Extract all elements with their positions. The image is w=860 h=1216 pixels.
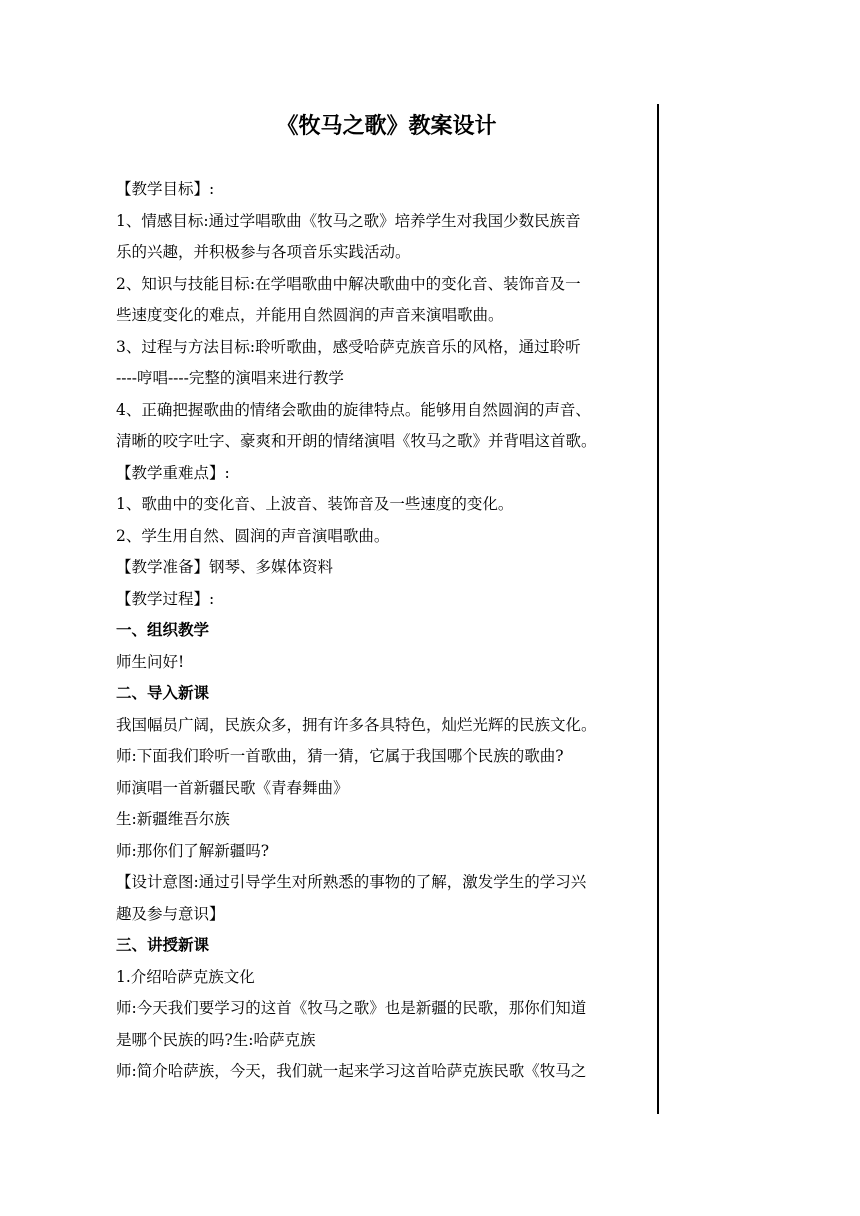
text-line: ----哼唱----完整的演唱来进行教学 xyxy=(116,369,344,387)
text-line: 【教学过程】: xyxy=(116,589,215,608)
text-line: 乐的兴趣，并积极参与各项音乐实践活动。 xyxy=(116,243,411,261)
text-line: 【教学重难点】: xyxy=(116,463,230,482)
text-line: 我国幅员广阔，民族众多，拥有许多各具特色，灿烂光辉的民族文化。 xyxy=(116,715,597,734)
text-line: 1.介绍哈萨克族文化 xyxy=(116,967,255,986)
text-line: 师演唱一首新疆民歌《青春舞曲》 xyxy=(116,778,349,797)
text-line: 师:下面我们聆听一首歌曲，猜一猜，它属于我国哪个民族的歌曲? xyxy=(116,747,564,765)
text-line: 2、学生用自然、圆润的声音演唱歌曲。 xyxy=(116,526,390,545)
text-line: 师:今天我们要学习的这首《牧马之歌》也是新疆的民歌，那你们知道 xyxy=(116,999,587,1017)
text-line: 【设计意图:通过引导学生对所熟悉的事物的了解，激发学生的学习兴 xyxy=(116,873,587,891)
text-line: 3、过程与方法目标:聆听歌曲，感受哈萨克族音乐的风格，通过聆听 xyxy=(116,337,581,356)
page-border-line xyxy=(657,104,659,1114)
document-title: 《牧马之歌》教案设计 xyxy=(276,114,497,139)
text-line: 清晰的咬字吐字、豪爽和开朗的情绪演唱《牧马之歌》并背唱这首歌。 xyxy=(116,432,597,450)
section-heading: 一、组织教学 xyxy=(116,621,210,639)
text-line: 些速度变化的难点，并能用自然圆润的声音来演唱歌曲。 xyxy=(116,306,504,324)
section-heading: 二、导入新课 xyxy=(116,684,210,702)
text-line: 【教学准备】钢琴、多媒体资料 xyxy=(116,558,334,576)
text-line: 4、正确把握歌曲的情绪会歌曲的旋律特点。能够用自然圆润的声音、 xyxy=(116,400,591,419)
text-line: 1、歌曲中的变化音、上波音、装饰音及一些速度的变化。 xyxy=(116,495,514,513)
section-heading: 三、讲授新课 xyxy=(116,936,210,954)
text-line: 师生问好! xyxy=(116,652,185,671)
text-line: 1、情感目标:通过学唱歌曲《牧马之歌》培养学生对我国少数民族音 xyxy=(116,211,581,230)
text-line: 生:新疆维吾尔族 xyxy=(116,810,230,828)
text-line: 【教学目标】: xyxy=(116,180,215,198)
text-line: 是哪个民族的吗?生:哈萨克族 xyxy=(116,1030,316,1049)
document-body xyxy=(116,174,656,1088)
text-line: 师:简介哈萨族，今天，我们就一起来学习这首哈萨克族民歌《牧马之 xyxy=(116,1062,587,1080)
text-line: 2、知识与技能目标:在学唱歌曲中解决歌曲中的变化音、装饰音及一 xyxy=(116,274,581,293)
text-line: 师:那你们了解新疆吗? xyxy=(116,841,270,860)
text-line: 趣及参与意识】 xyxy=(116,904,225,923)
